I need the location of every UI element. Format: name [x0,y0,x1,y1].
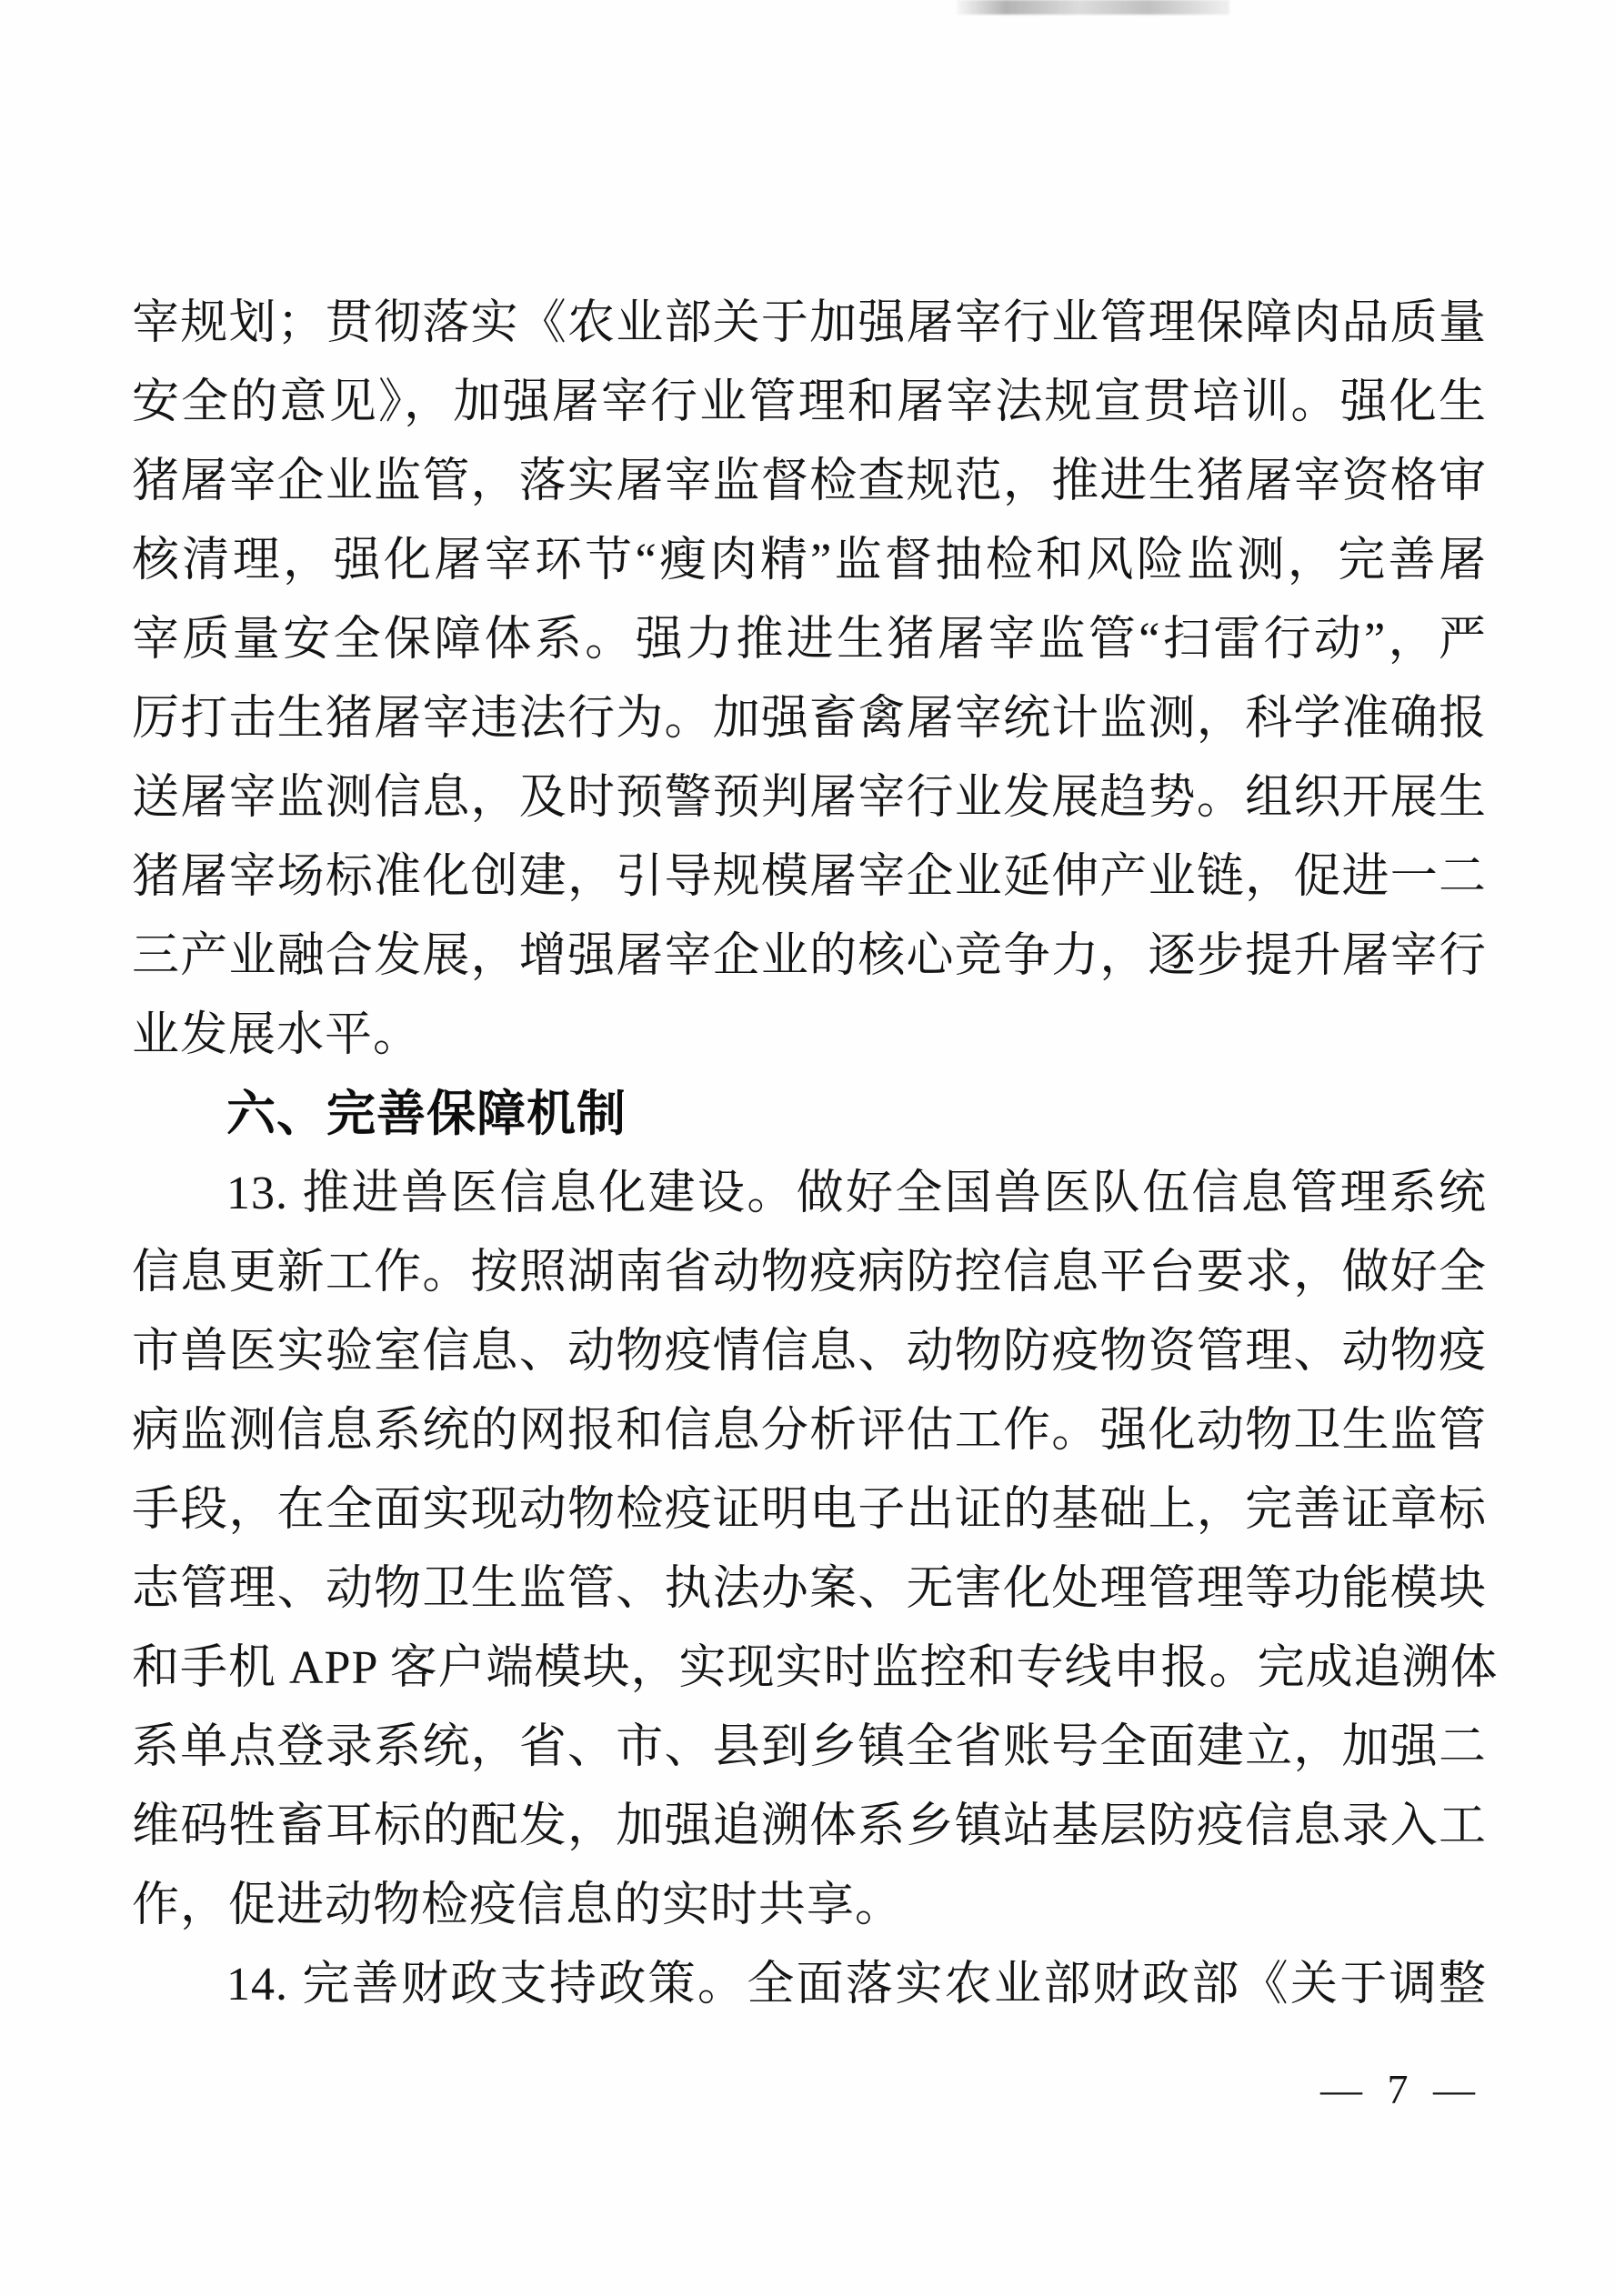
text-line: 猪屠宰企业监管，落实屠宰监督检查规范，推进生猪屠宰资格审 [132,456,1487,507]
text-line: 维码牲畜耳标的配发，加强追溯体系乡镇站基层防疫信息录入工 [132,1800,1487,1852]
text-line: 送屠宰监测信息，及时预警预判屠宰行业发展趋势。组织开展生 [132,772,1487,824]
text-line: 市兽医实验室信息、动物疫情信息、动物防疫物资管理、动物疫 [132,1326,1487,1378]
page-number: — 7 — [1320,2066,1482,2112]
text-line: 系单点登录系统，省、市、县到乡镇全省账号全面建立，加强二 [132,1721,1487,1773]
text-line: 业发展水平。 [132,1009,422,1061]
text-line: 手段，在全面实现动物检疫证明电子出证的基础上，完善证章标 [132,1484,1487,1536]
document-body [132,284,1499,2024]
text-line: 信息更新工作。按照湖南省动物疫病防控信息平台要求，做好全 [132,1247,1487,1298]
text-line: 作，促进动物检疫信息的实时共享。 [132,1880,904,1931]
text-line: 核清理，强化屠宰环节“瘦肉精”监督抽检和风险监测，完善屠 [132,535,1487,587]
text-line: 志管理、动物卫生监管、执法办案、无害化处理管理等功能模块 [132,1563,1487,1615]
text-line: 厉打击生猪屠宰违法行为。加强畜禽屠宰统计监测，科学准确报 [132,693,1487,745]
section-heading: 六、完善保障机制 [226,1087,627,1141]
text-line: 宰规划；贯彻落实《农业部关于加强屠宰行业管理保障肉品质量 [132,297,1487,349]
scan-smudge-artifact [957,0,1229,15]
text-line: 宰质量安全保障体系。强力推进生猪屠宰监管“扫雷行动”，严 [132,614,1487,666]
text-line: 13. 推进兽医信息化建设。做好全国兽医队伍信息管理系统 [226,1168,1487,1219]
text-line: 三产业融合发展，增强屠宰企业的核心竞争力，逐步提升屠宰行 [132,930,1487,982]
text-line: 14. 完善财政支持政策。全面落实农业部财政部《关于调整 [226,1959,1487,2010]
text-line: 病监测信息系统的网报和信息分析评估工作。强化动物卫生监管 [132,1405,1487,1457]
text-line: 安全的意见》，加强屠宰行业管理和屠宰法规宣贯培训。强化生 [132,376,1487,428]
text-line: 猪屠宰场标准化创建，引导规模屠宰企业延伸产业链，促进一二 [132,851,1487,903]
text-line: 和手机 APP 客户端模块，实现实时监控和专线申报。完成追溯体 [132,1642,1499,1694]
